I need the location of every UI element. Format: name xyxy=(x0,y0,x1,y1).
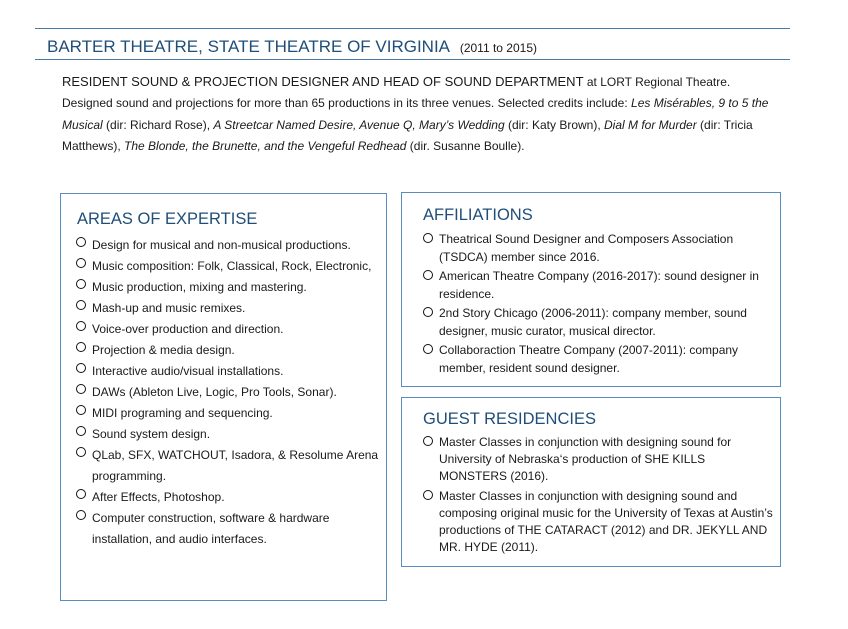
guest-residencies-box xyxy=(401,397,781,567)
guest-residencies-list xyxy=(423,434,775,559)
description-text: Designed sound and projections for more than 65 productions in its three venues. Selected credits include: xyxy=(62,96,632,110)
affiliation-item xyxy=(423,268,773,303)
circle-bullet-icon xyxy=(76,384,86,394)
description-text: (dir: Katy Brown), xyxy=(504,117,604,132)
circle-bullet-icon xyxy=(76,447,86,457)
expertise-item-text: Projection & media design. xyxy=(92,343,235,357)
heading-divider xyxy=(35,59,790,60)
role-title xyxy=(62,74,730,89)
circle-bullet-icon xyxy=(423,490,433,500)
production-title: Dial M for Murder xyxy=(604,117,697,132)
affiliation-item xyxy=(423,342,773,377)
employer-heading xyxy=(47,37,537,57)
guest-residencies-title: GUEST RESIDENCIES xyxy=(423,410,596,428)
expertise-item xyxy=(76,319,381,340)
residency-item-text: Master Classes in conjunction with designing sound for University of Nebraska‘s production of SHE KILLS MONSTERS (2016). xyxy=(439,435,732,483)
expertise-item-text: MIDI programing and sequencing. xyxy=(92,406,273,420)
affiliation-item xyxy=(423,305,773,340)
description-text: (dir. Susanne Boulle). xyxy=(406,139,525,153)
expertise-item-text: Voice-over production and direction. xyxy=(92,322,284,336)
expertise-item xyxy=(76,424,381,445)
affiliations-title: AFFILIATIONS xyxy=(423,206,533,224)
circle-bullet-icon xyxy=(76,279,86,289)
affiliation-item-text: Collaboraction Theatre Company (2007-2011): company member, resident sound designer. xyxy=(439,343,739,375)
expertise-item xyxy=(76,340,381,361)
circle-bullet-icon xyxy=(76,510,86,520)
residency-item-text: Master Classes in conjunction with designing sound and composing original music for the University of Texas at Austin’s productions of THE CATARACT (2012) and DR. JEKYLL AND MR. HYDE (2011). xyxy=(439,489,773,554)
top-divider xyxy=(35,28,790,29)
production-title: Les Misérables, 9 to 5 the Musical xyxy=(62,96,769,132)
expertise-item xyxy=(76,361,381,382)
employment-dates: (2011 to 2015) xyxy=(459,41,537,55)
circle-bullet-icon xyxy=(76,258,86,268)
expertise-item xyxy=(76,508,381,550)
production-title: A Streetcar Named Desire, Avenue Q, Mary’s Wedding xyxy=(213,117,505,132)
expertise-item-text: DAWs (Ableton Live, Logic, Pro Tools, Sonar). xyxy=(92,385,337,399)
expertise-item-text: QLab, SFX, WATCHOUT, Isadora, & Resolume Arena programming. xyxy=(92,448,379,483)
expertise-title: AREAS OF EXPERTISE xyxy=(77,210,258,228)
expertise-item xyxy=(76,277,381,298)
affiliation-item-text: Theatrical Sound Designer and Composers Association (TSDCA) member since 2016. xyxy=(439,232,734,264)
affiliations-list xyxy=(423,231,773,379)
circle-bullet-icon xyxy=(423,436,433,446)
expertise-item xyxy=(76,403,381,424)
expertise-item-text: Computer construction, software & hardware installation, and audio interfaces. xyxy=(92,511,330,546)
expertise-item xyxy=(76,487,381,508)
expertise-item-text: Sound system design. xyxy=(92,427,211,441)
affiliation-item-text: American Theatre Company (2016-2017): sound designer in residence. xyxy=(439,269,759,301)
employer-name: BARTER THEATRE, STATE THEATRE OF VIRGINIA xyxy=(47,37,450,56)
affiliation-item xyxy=(423,231,773,266)
residency-item xyxy=(423,434,775,485)
residency-item xyxy=(423,488,775,556)
affiliation-item-text: 2nd Story Chicago (2006-2011): company member, sound designer, music curator, musical director. xyxy=(439,306,747,338)
circle-bullet-icon xyxy=(423,233,433,243)
expertise-item-text: Interactive audio/visual installations. xyxy=(92,364,284,378)
circle-bullet-icon xyxy=(76,300,86,310)
circle-bullet-icon xyxy=(76,237,86,247)
circle-bullet-icon xyxy=(423,307,433,317)
expertise-item xyxy=(76,235,381,256)
circle-bullet-icon xyxy=(76,405,86,415)
circle-bullet-icon xyxy=(76,342,86,352)
description-text: (dir: Richard Rose), xyxy=(102,117,214,132)
expertise-item-text: After Effects, Photoshop. xyxy=(92,490,225,504)
affiliations-box xyxy=(401,192,781,387)
role-name: RESIDENT SOUND & PROJECTION DESIGNER AND HEAD OF SOUND DEPARTMENT xyxy=(62,74,584,89)
role-description xyxy=(62,93,782,158)
expertise-item-text: Music production, mixing and mastering. xyxy=(92,280,307,294)
expertise-item-text: Music composition: Folk, Classical, Rock, Electronic, xyxy=(92,259,372,273)
circle-bullet-icon xyxy=(423,270,433,280)
expertise-list xyxy=(76,235,381,550)
expertise-item xyxy=(76,445,381,487)
expertise-box xyxy=(60,193,387,601)
circle-bullet-icon xyxy=(423,344,433,354)
description-text: (dir: Tricia Matthews), xyxy=(62,117,753,153)
role-suffix: at LORT Regional Theatre. xyxy=(583,75,731,89)
expertise-item xyxy=(76,298,381,319)
expertise-item xyxy=(76,256,381,277)
production-title: The Blonde, the Brunette, and the Vengeful Redhead xyxy=(124,139,407,153)
expertise-item xyxy=(76,382,381,403)
circle-bullet-icon xyxy=(76,363,86,373)
expertise-item-text: Mash-up and music remixes. xyxy=(92,301,246,315)
circle-bullet-icon xyxy=(76,489,86,499)
circle-bullet-icon xyxy=(76,426,86,436)
circle-bullet-icon xyxy=(76,321,86,331)
expertise-item-text: Design for musical and non-musical productions. xyxy=(92,238,351,252)
